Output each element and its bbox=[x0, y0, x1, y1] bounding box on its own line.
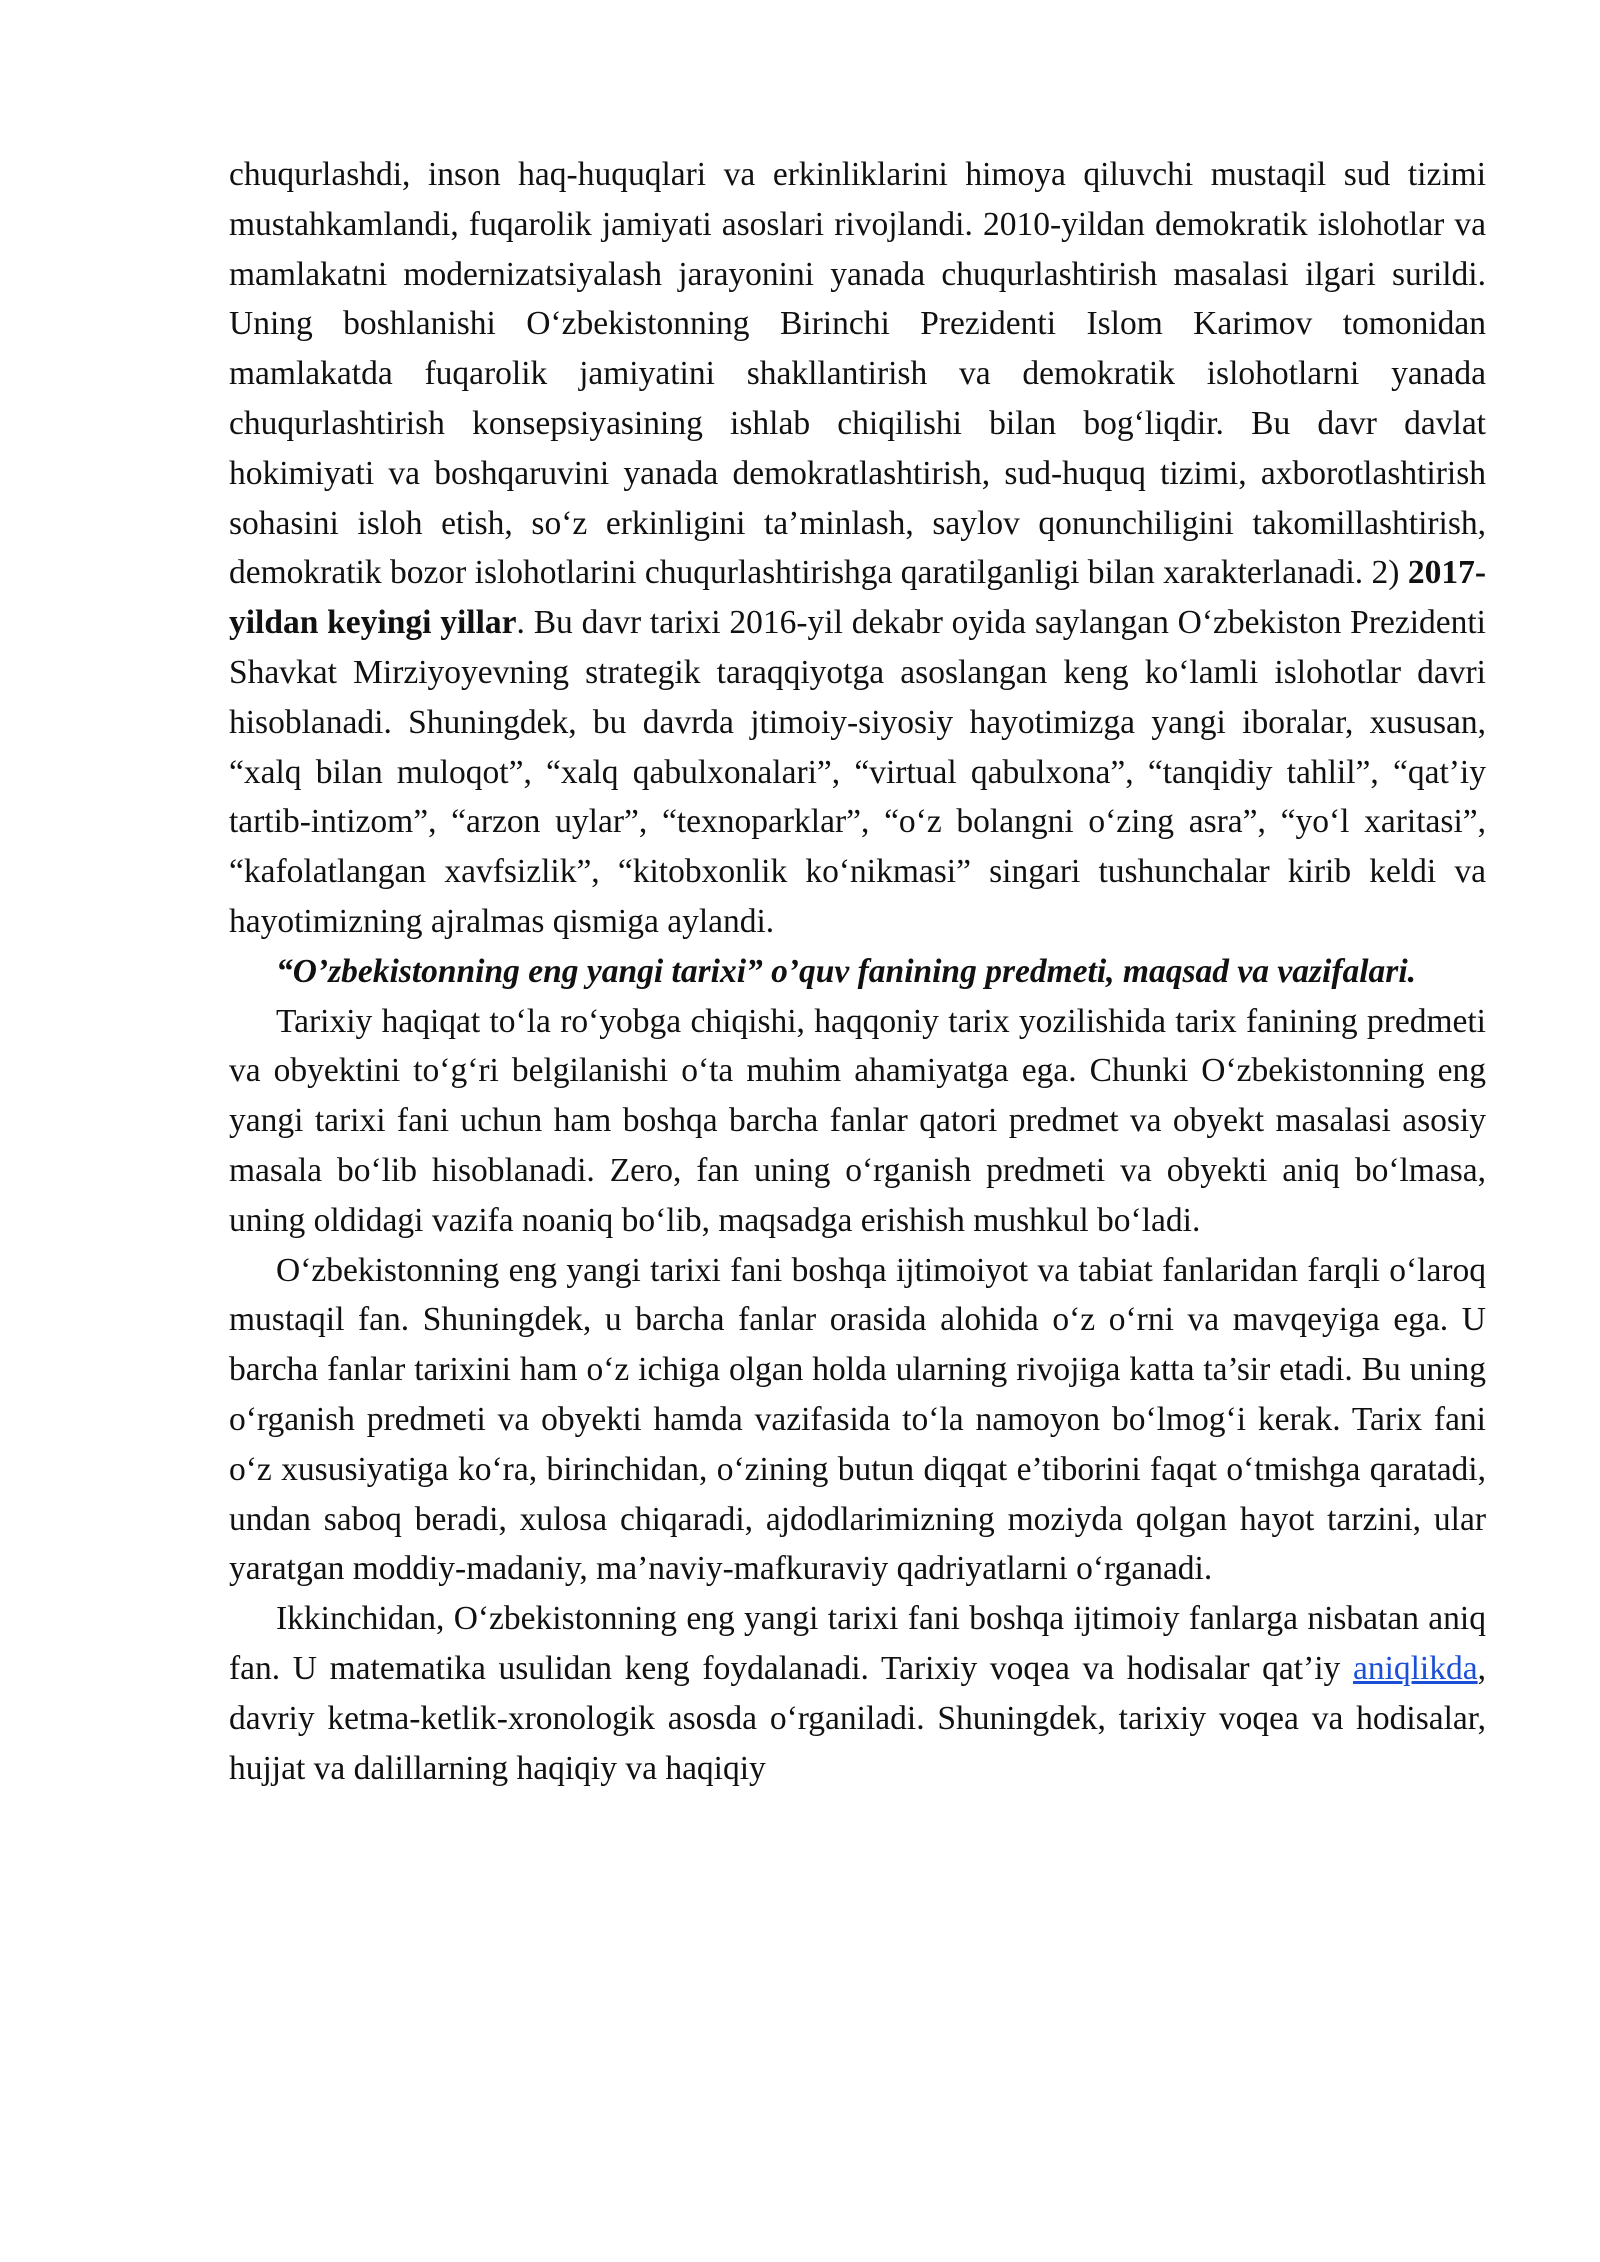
bold-period-label: 2017-yildan keyingi yillar bbox=[229, 554, 1486, 642]
aniqlikda-link[interactable]: aniqlikda bbox=[1352, 1649, 1478, 1687]
paragraph-text: . Bu davr tarixi 2016-yil dekabr oyida saylangan O‘zbekiston Prezidenti Shavkat Mirziyoyevning strategik taraqqiyotga asoslangan keng ko‘lamli islohotlar davri hisoblanadi. Shuningdek, bu davrda jtimoiy-siyosiy hayotimizga yangi iboralar, xususan, “xalq bilan muloqot”, “xalq qabulxonalari”, “virtual qabulxona”, “tanqidiy tahlil”, “qat’iy tartib-intizom”, “arzon uylar”, “texnoparklar”, “o‘z bolangni o‘zing asra”, “yo‘l xaritasi”, “kafolatlangan xavfsizlik”, “kitobxonlik ko‘nikmasi” singari tushunchalar kirib keldi va hayotimizning ajralmas qismiga aylandi. bbox=[229, 604, 1486, 940]
paragraph-exact-science bbox=[229, 1594, 1486, 1793]
section-heading: “O’zbekistonning eng yangi tarixi” o’quv fanining predmeti, maqsad va vazifalari. bbox=[276, 952, 1416, 990]
paragraph-text: , davriy ketma-ketlik-xronologik asosda o‘rganiladi. Shuningdek, tarixiy voqea va hodisalar, hujjat va dalillarning haqiqiy va haqiqiy bbox=[229, 1649, 1486, 1787]
paragraph-text: Ikkinchidan, O‘zbekistonning eng yangi tarixi fani boshqa ijtimoiy fanlarga nisbatan aniq fan. U matematika usulidan keng foydalanadi. Tarixiy voqea va hodisalar qat’iy bbox=[229, 1600, 1486, 1687]
paragraph-subject-importance: Tarixiy haqiqat to‘la ro‘yobga chiqishi, haqqoniy tarix yozilishida tarix fanining predmeti va obyektini to‘g‘ri belgilanishi o‘ta muhim ahamiyatga ega. Chunki O‘zbekistonning eng yangi tarixi fani uchun ham boshqa barcha fanlar qatori predmet va obyekt masalasi asosiy masala bo‘lib hisoblanadi. Zero, fan uning o‘rganish predmeti va obyekti aniq bo‘lmasa, uning oldidagi vazifa noaniq bo‘lib, maqsadga erishish mushkul bo‘ladi. bbox=[229, 1002, 1486, 1239]
paragraph-continuation bbox=[229, 150, 1486, 947]
paragraph-text: chuqurlashdi, inson haq-huquqlari va erkinliklarini himoya qiluvchi mustaqil sud tizimi mustahkamlandi, fuqarolik jamiyati asoslari rivojlandi. 2010-yildan demokratik islohotlar va mamlakatni modernizatsiyalash jarayonini yanada chuqurlashtirish masalasi ilgari surildi. Uning boshlanishi O‘zbekistonning Birinchi Prezidenti Islom Karimov tomonidan mamlakatda fuqarolik jamiyatini shakllantirish va demokratik islohotlarni yanada chuqurlashtirish konsepsiyasining ishlab chiqilishi bilan bog‘liqdir. Bu davr davlat hokimiyati va boshqaruvini yanada demokratlashtirish, sud-huquq tizimi, axborotlashtirish sohasini isloh etish, so‘z erkinligini ta’minlash, saylov qonunchiligini takomillashtirish, demokratik bozor islohotlarini chuqurlashtirishga qaratilganligi bilan xarakterlanadi. 2) bbox=[229, 156, 1486, 592]
paragraph-independent-science: O‘zbekistonning eng yangi tarixi fani boshqa ijtimoiyot va tabiat fanlaridan farqli o‘laroq mustaqil fan. Shuningdek, u barcha fanlar orasida alohida o‘z o‘rni va mavqeyiga ega. U barcha fanlar tarixini ham o‘z ichiga olgan holda ularning rivojiga katta ta’sir etadi. Bu uning o‘rganish predmeti va obyekti hamda vazifasida to‘la namoyon bo‘lmog‘i kerak. Tarix fani o‘z xususiyatiga ko‘ra, birinchidan, o‘zining butun diqqat e’tiborini faqat o‘tmishga qaratadi, undan saboq beradi, xulosa chiqaradi, ajdodlarimizning moziyda qolgan hayot tarzini, ular yaratgan moddiy-madaniy, ma’naviy-mafkuraviy qadriyatlarni o‘rganadi. bbox=[229, 1251, 1486, 1588]
document-page bbox=[229, 150, 1486, 1793]
